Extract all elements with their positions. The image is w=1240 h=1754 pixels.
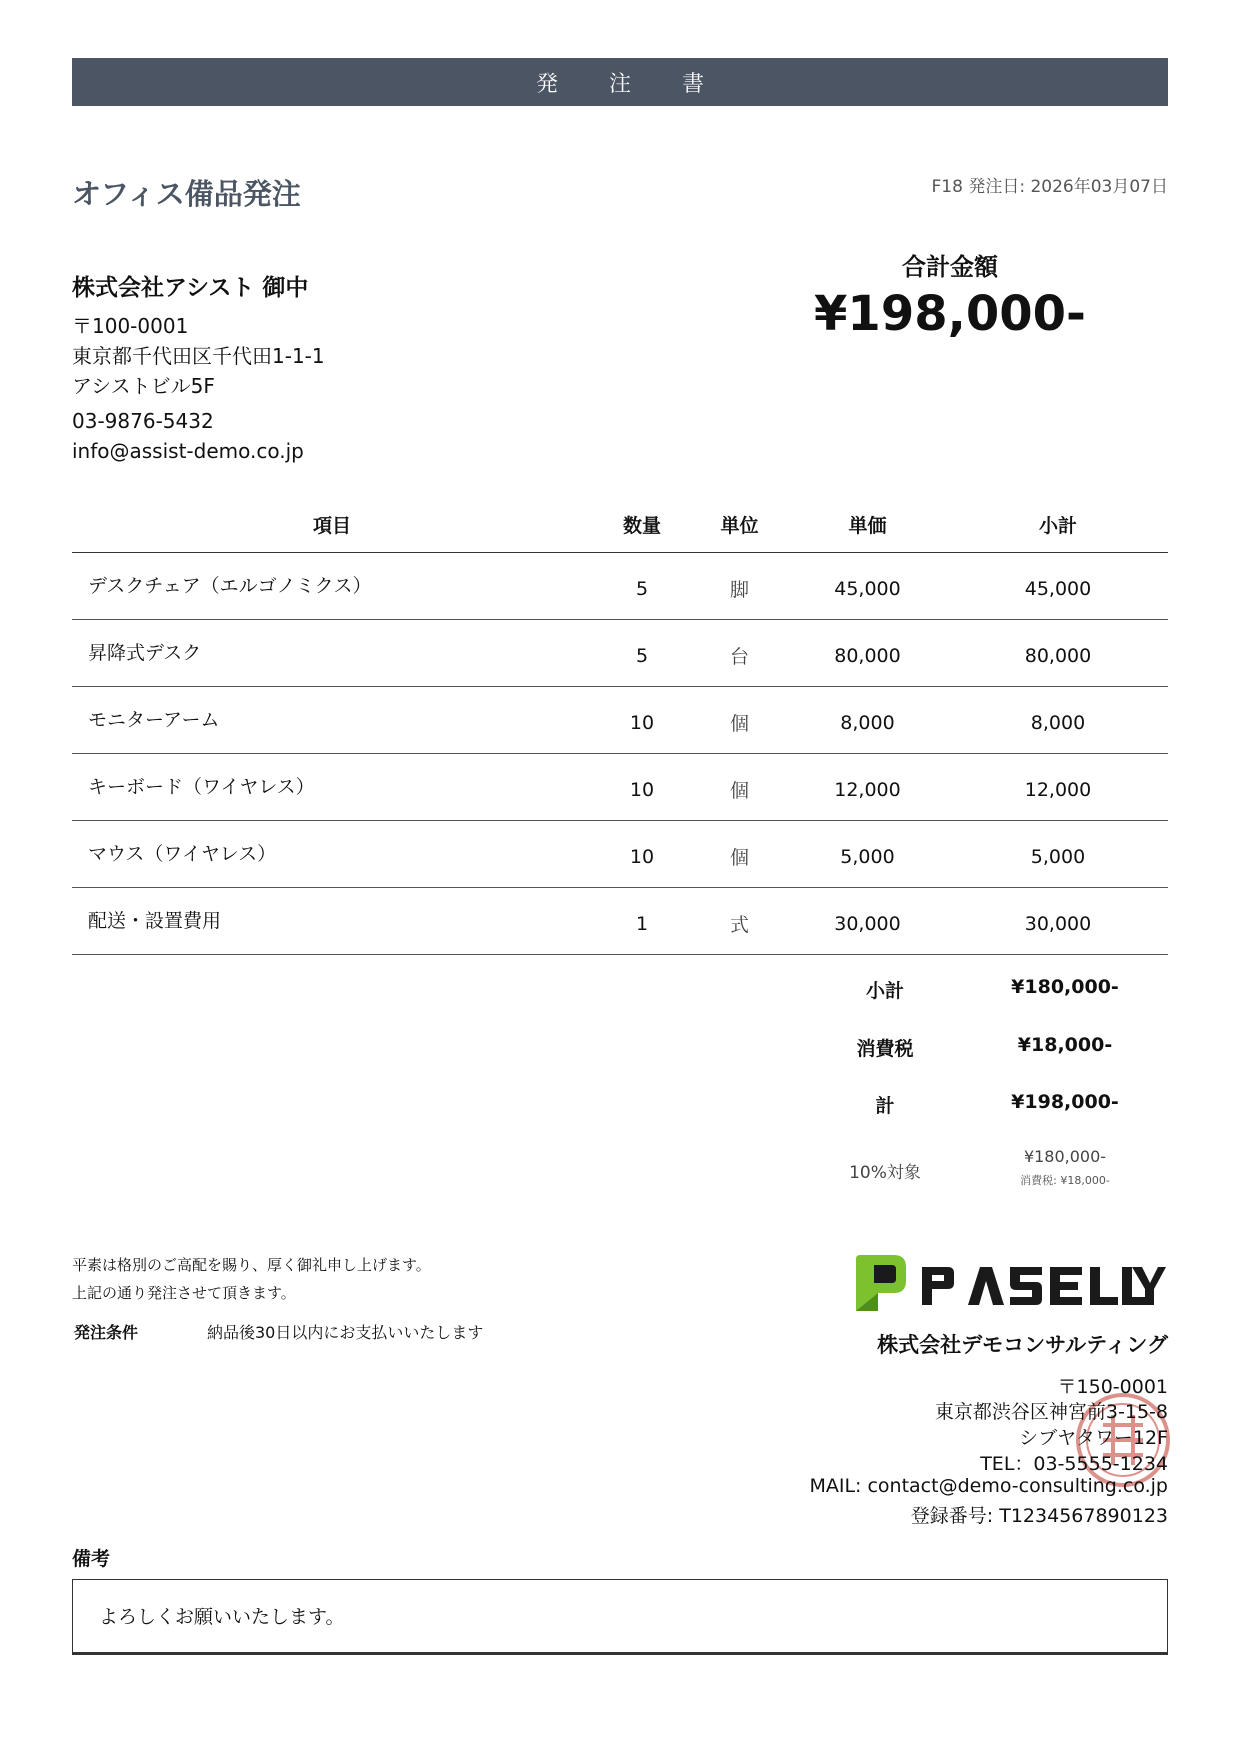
table-row: [72, 686, 1168, 753]
item-name: モニターアーム: [72, 686, 592, 753]
table-header-row: [72, 498, 1168, 552]
item-qty: 10: [592, 686, 692, 753]
item-unit: 式: [692, 887, 787, 954]
summary-total-label: 計: [875, 1095, 895, 1117]
item-qty: 5: [592, 552, 692, 619]
summary-subtotal-label: 小計: [865, 980, 904, 1002]
item-unit: 脚: [692, 552, 787, 619]
item-name: デスクチェア（エルゴノミクス）: [72, 552, 592, 619]
table-row: [72, 619, 1168, 686]
order-condition-label: 発注条件: [74, 1323, 139, 1342]
total-amount-label: 合計金額: [902, 253, 998, 281]
client-name: 株式会社アシスト 御中: [72, 275, 309, 301]
summary-tax-value: ¥18,000-: [1017, 1034, 1113, 1056]
item-qty: 10: [592, 753, 692, 820]
column-header-unit: 単位: [692, 498, 787, 552]
column-header-price: 単価: [787, 498, 948, 552]
issuer-address-1: 東京都渋谷区神宮前3-15-8: [934, 1401, 1168, 1423]
item-qty: 10: [592, 820, 692, 887]
issuer-address-2: シブヤタワー12F: [1019, 1427, 1168, 1449]
table-row: [72, 887, 1168, 954]
summary-total-value: ¥198,000-: [1011, 1091, 1119, 1113]
item-name: 昇降式デスク: [72, 619, 592, 686]
item-name: キーボード（ワイヤレス）: [72, 753, 592, 820]
client-address-1: 東京都千代田区千代田1-1-1: [72, 344, 325, 368]
issuer-registration-number: 登録番号: T1234567890123: [910, 1505, 1168, 1527]
item-unit: 個: [692, 686, 787, 753]
paselly-logo-icon: [850, 1253, 1168, 1315]
document-number-date: F18 発注日: 2026年03月07日: [931, 177, 1168, 197]
item-subtotal: 45,000: [948, 552, 1168, 619]
remarks-box: [72, 1579, 1168, 1655]
table-row: [72, 753, 1168, 820]
remarks-text: よろしくお願いいたします。: [99, 1606, 345, 1628]
item-unit: 個: [692, 753, 787, 820]
client-address-2: アシストビル5F: [72, 374, 215, 398]
item-qty: 1: [592, 887, 692, 954]
document-header-bar: [72, 58, 1168, 106]
item-name: マウス（ワイヤレス）: [72, 820, 592, 887]
item-subtotal: 5,000: [948, 820, 1168, 887]
order-condition-value: 納品後30日以内にお支払いいたします: [207, 1323, 484, 1342]
item-qty: 5: [592, 619, 692, 686]
tax-rate-label: 10%対象: [849, 1163, 921, 1183]
table-row: [72, 820, 1168, 887]
item-subtotal: 12,000: [948, 753, 1168, 820]
item-price: 12,000: [787, 753, 948, 820]
issuer-tel: TEL：03-5555-1234: [980, 1453, 1168, 1475]
table-row: [72, 552, 1168, 619]
greeting-line-2: 上記の通り発注させて頂きます。: [72, 1284, 296, 1302]
item-price: 5,000: [787, 820, 948, 887]
company-logo: [850, 1253, 1168, 1315]
document-type-title: 発 注 書: [536, 71, 726, 97]
item-subtotal: 30,000: [948, 887, 1168, 954]
tax-rate-base: ¥180,000-: [1023, 1147, 1107, 1166]
tax-rate-amount: 消費税: ¥18,000-: [1020, 1174, 1110, 1187]
issuer-company-name: 株式会社デモコンサルティング: [877, 1333, 1168, 1357]
greeting-line-1: 平素は格別のご高配を賜り、厚く御礼申し上げます。: [72, 1256, 431, 1274]
line-items-table: [72, 498, 1168, 955]
client-postal: 〒100-0001: [72, 314, 189, 338]
column-header-qty: 数量: [592, 498, 692, 552]
summary-tax-label: 消費税: [856, 1038, 914, 1060]
item-price: 80,000: [787, 619, 948, 686]
item-subtotal: 8,000: [948, 686, 1168, 753]
issuer-mail: MAIL: contact@demo-consulting.co.jp: [809, 1475, 1168, 1497]
item-price: 30,000: [787, 887, 948, 954]
remarks-label: 備考: [72, 1548, 111, 1570]
item-name: 配送・設置費用: [72, 887, 592, 954]
summary-subtotal-value: ¥180,000-: [1011, 976, 1119, 998]
item-price: 45,000: [787, 552, 948, 619]
client-phone: 03-9876-5432: [72, 409, 214, 433]
logo-wordmark: [922, 1267, 1166, 1305]
item-subtotal: 80,000: [948, 619, 1168, 686]
total-amount-value: ¥198,000-: [814, 286, 1086, 342]
document-title: オフィス備品発注: [72, 177, 301, 211]
column-header-subtotal: 小計: [948, 498, 1168, 552]
client-email: info@assist-demo.co.jp: [72, 439, 304, 463]
item-price: 8,000: [787, 686, 948, 753]
column-header-item: 項目: [72, 498, 592, 552]
issuer-postal: 〒150-0001: [1057, 1376, 1168, 1398]
item-unit: 台: [692, 619, 787, 686]
item-unit: 個: [692, 820, 787, 887]
